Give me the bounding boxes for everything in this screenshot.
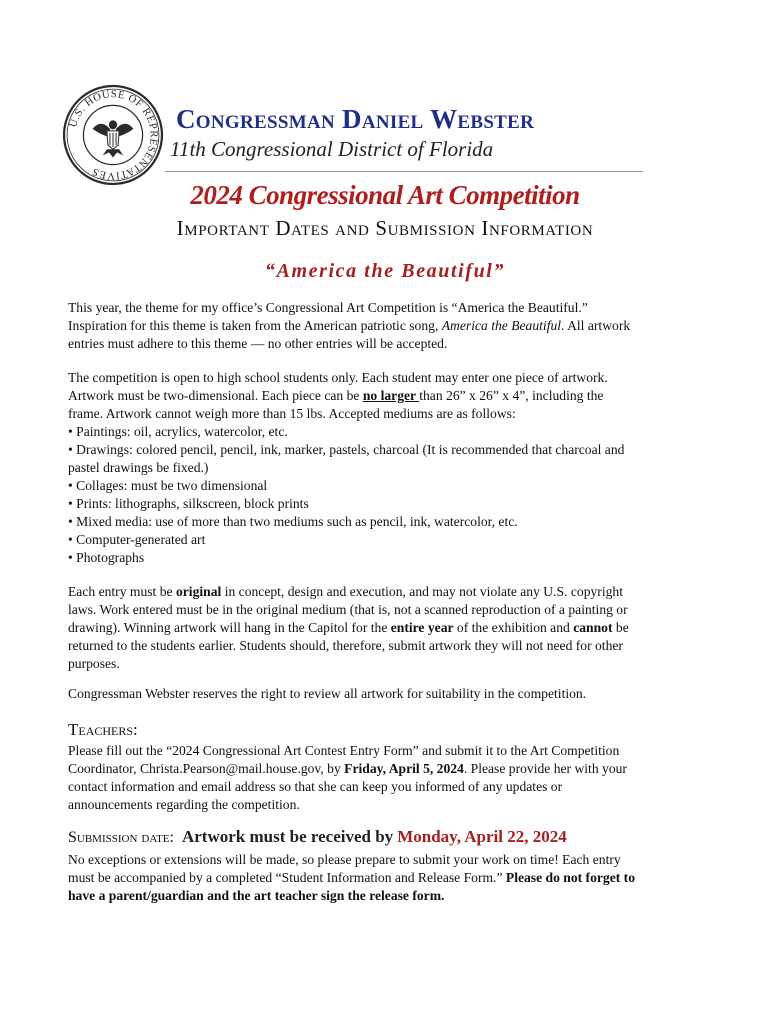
rules-line: The competition is open to high school students only. Each student may enter one piece of artwork. <box>68 370 608 385</box>
submission-date-line <box>68 827 567 847</box>
intro-line: entries must adhere to this theme — no other entries will be accepted. <box>68 336 448 351</box>
intro-paragraph <box>68 299 708 353</box>
seal-ring-text: U.S. HOUSE OF REPRESENTATIVES <box>67 88 160 182</box>
entire-year-emphasis: entire year <box>390 620 454 635</box>
reminder-emphasis: have a parent/guardian and the art teacher sign the release form. <box>68 888 445 903</box>
medium-list-item: • Collages: must be two dimensional <box>68 478 268 493</box>
rules-line: Artwork must be two-dimensional. Each piece can be no larger than 26” x 26” x 4”, including the <box>68 388 604 403</box>
submission-label: Submission date: <box>68 829 174 846</box>
submission-date: Monday, April 22, 2024 <box>397 827 567 846</box>
house-seal-icon <box>62 84 164 186</box>
reserve-paragraph: Congressman Webster reserves the right to review all artwork for suitability in the competition. <box>68 686 587 701</box>
medium-list-item: • Paintings: oil, acrylics, watercolor, etc. <box>68 424 288 439</box>
medium-list-item: • Mixed media: use of more than two mediums such as pencil, ink, watercolor, etc. <box>68 514 518 529</box>
theme-title: “America the Beautiful” <box>264 260 506 282</box>
reminder-emphasis: Please do not forget to <box>505 870 635 885</box>
original-emphasis: original <box>175 584 222 599</box>
district-name: 11th Congressional District of Florida <box>170 137 494 161</box>
rules-line: frame. Artwork cannot weigh more than 15 lbs. Accepted mediums are as follows: <box>68 406 516 421</box>
section-title: Important Dates and Submission Information <box>176 216 594 240</box>
competition-title: 2024 Congressional Art Competition <box>190 180 580 210</box>
originality-paragraph: Each entry must be original in concept, design and execution, and may not violate any U.S. copyright laws. Work entered must be in the original medium (that is, not a scanned reproduction of a painting or drawing). Winning artwork will hang in the Capitol for the entire year of the exhibition and cannot be returned to the students earlier. Students should, therefore, submit artwork they will not need for other purposes. <box>68 584 629 671</box>
size-limit-emphasis: no larger <box>362 388 420 403</box>
medium-list-item: • Computer-generated art <box>68 532 206 547</box>
medium-list-item: pastel drawings be fixed.) <box>68 460 209 475</box>
intro-line: This year, the theme for my office’s Congressional Art Competition is “America the Beautiful.” <box>68 300 588 315</box>
medium-list-item: • Photographs <box>68 550 145 565</box>
submission-paragraph: No exceptions or extensions will be made, so please prepare to submit your work on time! Each entry must be accompanied by a completed “Student Information and Release Form.” Please do not forget to have a parent/guardian and the art teacher sign the release form. <box>68 852 635 903</box>
medium-list-item: • Drawings: colored pencil, pencil, ink, marker, pastels, charcoal (It is recommended that charcoal and <box>68 442 625 457</box>
teachers-heading: Teachers: <box>68 720 138 739</box>
cannot-emphasis: cannot <box>573 620 613 635</box>
song-title: America the Beautiful <box>441 318 562 333</box>
header-divider <box>165 171 643 172</box>
submission-text: Artwork must be received by <box>181 827 394 846</box>
congressman-name: Congressman Daniel Webster <box>176 104 535 134</box>
medium-list-item: • Prints: lithographs, silkscreen, block prints <box>68 496 309 511</box>
intro-line: Inspiration for this theme is taken from the American patriotic song, America the Beautiful. All artwork <box>68 318 631 333</box>
rules-paragraph <box>68 369 708 567</box>
entry-deadline: Friday, April 5, 2024 <box>344 761 464 776</box>
teachers-paragraph: Please fill out the “2024 Congressional Art Contest Entry Form” and submit it to the Art Competition Coordinator, Christa.Pearson@mail.house.gov, by Friday, April 5, 2024. Please provide her with your contact information and email address so that she can keep you informed of any updates or announcements regarding the competition. <box>68 743 627 812</box>
